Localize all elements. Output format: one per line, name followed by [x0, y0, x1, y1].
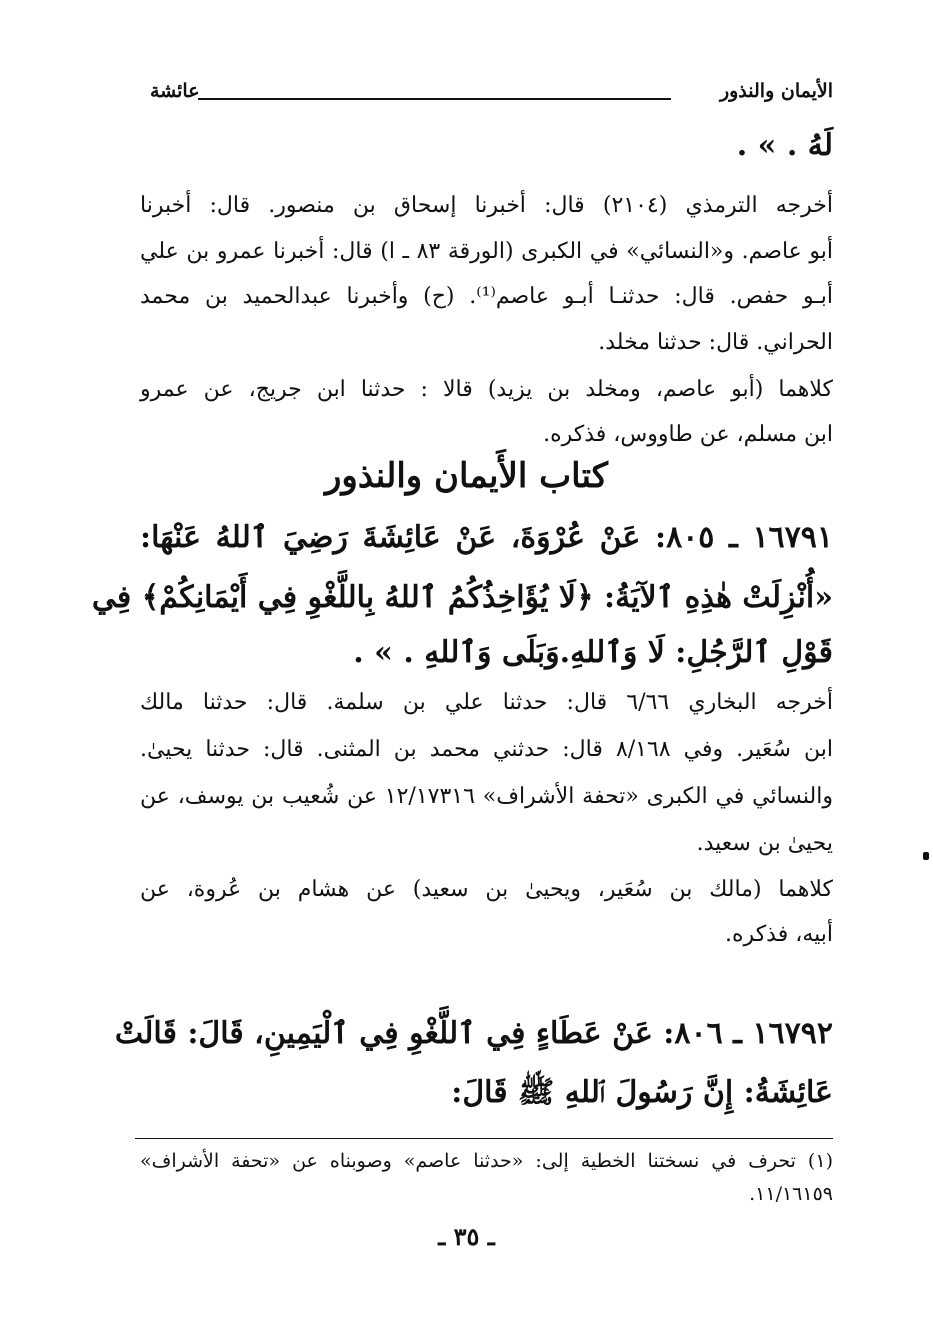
hadith-text-line: «أُنْزِلَتْ هٰذِهِ ٱلآيَةُ: ﴿لَا يُؤَاخِذُكُمُ ٱللهُ بِاللَّغْوِ فِي أَيْمَانِكُمْ﴾ فِي — [91, 580, 833, 615]
isnad-line: ابن مسلم، عن طاووس، فذكره. — [543, 422, 833, 447]
footnote-rule — [135, 1138, 833, 1139]
isnad-line: كلاهما (أبو عاصم، ومخلد بن يزيد) قالا : حدثنا ابن جريج، عن عمرو — [140, 377, 833, 402]
page-number: ـ ٣٥ ـ — [438, 1222, 495, 1251]
header-rule — [198, 98, 671, 100]
section-title: كتاب الأَيمان والنذور — [325, 456, 608, 496]
takhrij-line: أبو عاصم. و«النسائي» في الكبرى (الورقة ٨٣ ـ ا) قال: أخبرنا عمرو بن علي — [140, 239, 833, 264]
takhrij-line: ابن سُعَير. وفي ٨/١٦٨ قال: حدثني محمد بن المثنى. قال: حدثنا يحيىٰ. — [140, 737, 834, 762]
margin-mark — [923, 852, 929, 860]
takhrij-line: أخرجه الترمذي (٢١٠٤) قال: أخبرنا إسحاق بن منصور. قال: أخبرنا — [140, 193, 833, 218]
footnote-line: (١) تحرف في نسختنا الخطية إلى: «حدثنا عاصم» وصوبناه عن «تحفة الأشراف» — [140, 1150, 833, 1172]
hadith-ending-line: لَهُ . » . — [736, 128, 833, 163]
hadith-text-line: عَائِشَةُ: إِنَّ رَسُولَ ٱللهِ ﷺ قَالَ: — [451, 1075, 833, 1110]
takhrij-line: الحراني. قال: حدثنا مخلد. — [598, 330, 833, 355]
hadith-text-line: ١٦٧٩١ ـ ٨٠٥: عَنْ عُرْوَةَ، عَنْ عَائِشَةَ رَضِيَ ٱللهُ عَنْهَا: — [140, 520, 834, 555]
running-header-narrator: عائشة — [150, 80, 200, 102]
hadith-text-line: قَوْلِ ٱلرَّجُلِ: لَا وَٱللهِ.وَبَلَى وَٱللهِ . » . — [353, 635, 833, 670]
hadith-text-line: ١٦٧٩٢ ـ ٨٠٦: عَنْ عَطَاءٍ فِي ٱللَّغْوِ فِي ٱلْيَمِينِ، قَالَ: قَالَتْ — [114, 1016, 833, 1051]
takhrij-line: والنسائي في الكبرى «تحفة الأشراف» ١٢/١٧٣١٦ عن شُعيب بن يوسف، عن — [140, 784, 833, 809]
isnad-line: أبيه، فذكره. — [725, 922, 833, 947]
takhrij-line: أخرجه البخاري ٦/٦٦ قال: حدثنا علي بن سلمة. قال: حدثنا مالك — [140, 690, 833, 715]
running-header-chapter: الأيمان والنذور — [719, 80, 833, 102]
takhrij-line: يحيىٰ بن سعيد. — [696, 831, 833, 856]
isnad-line: كلاهما (مالك بن سُعَير، ويحيىٰ بن سعيد) عن هشام بن عُروة، عن — [140, 877, 833, 902]
footnote-line: ١١/١٦١٥٩. — [749, 1183, 833, 1205]
takhrij-line: أبـو حفص. قال: حدثنـا أبـو عاصم⁽¹⁾. (ح) وأخبرنا عبدالحميد بن محمد — [140, 284, 833, 309]
